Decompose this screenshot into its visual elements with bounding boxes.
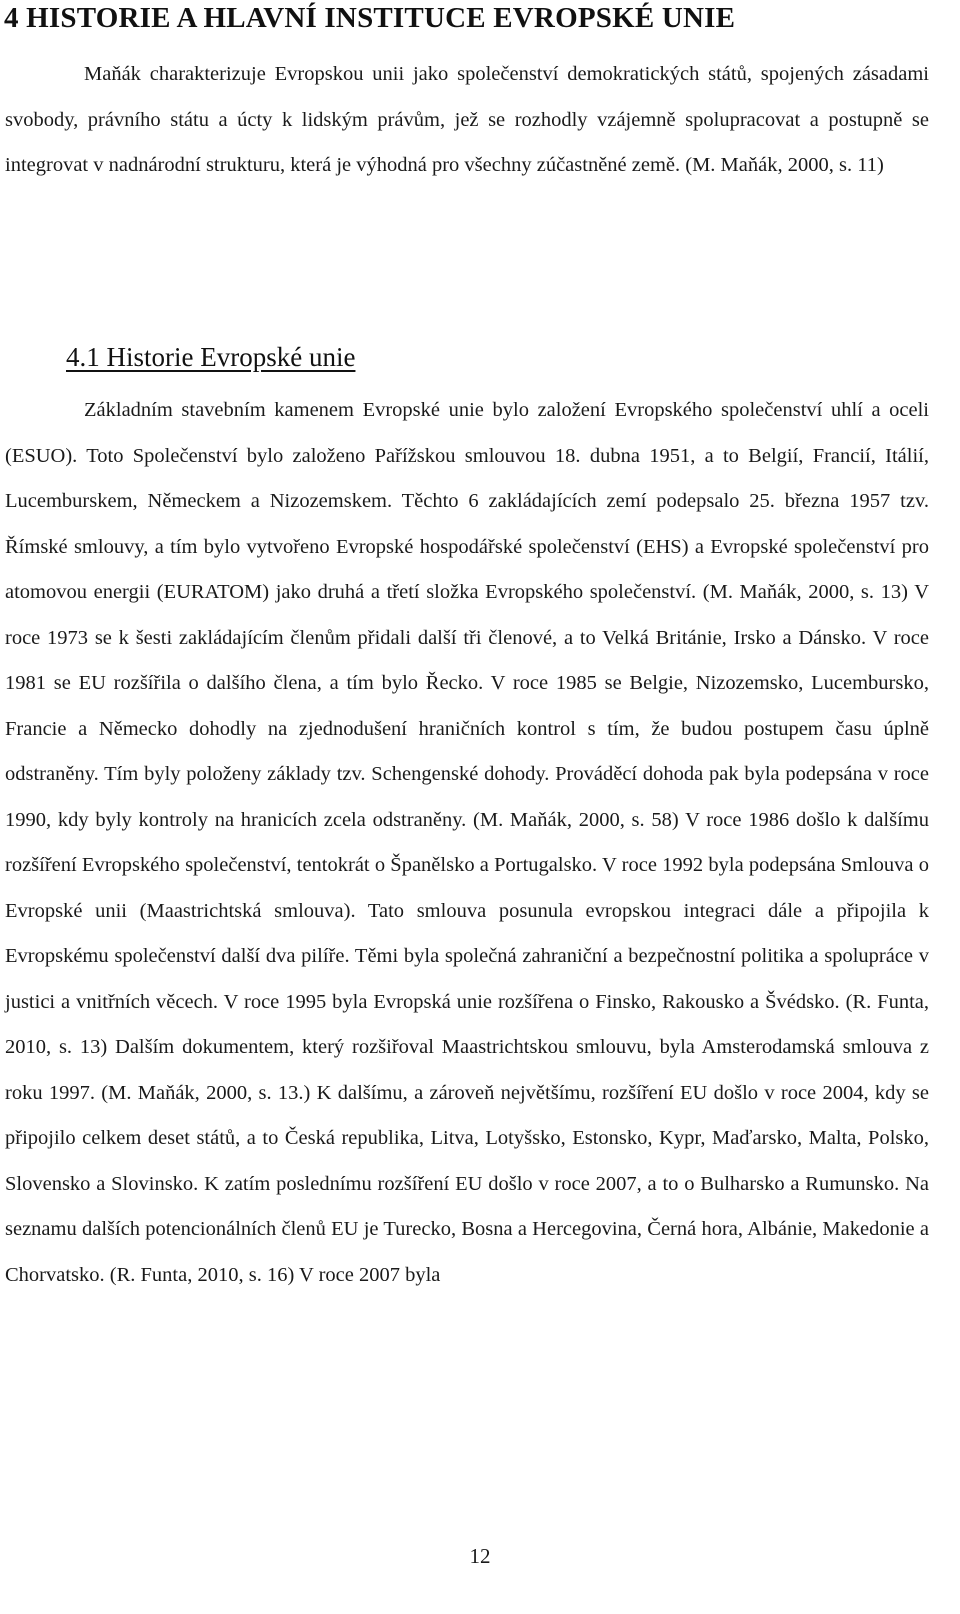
section-title: 4.1 Historie Evropské unie: [66, 342, 356, 372]
section-paragraph: Základním stavebním kamenem Evropské unie bylo založení Evropského společenství uhlí a oceli (ESUO). Toto Společenství bylo založeno Pařížskou smlouvou 18. dubna 1951, a to Belgií, Francií, Itálií, Lucemburskem, Německem a Nizozemskem. Těchto 6 zakládajících zemí podepsalo 25. března 1957 tzv. Římské smlouvy, a tím bylo vytvořeno Evropské hospodářské společenství (EHS) a Evropské společenství pro atomovou energii (EURATOM) jako druhá a třetí složka Evropského společenství. (M. Maňák, 2000, s. 13) V roce 1973 se k šesti zakládajícím členům přidali další tři členové, a to Velká Británie, Irsko a Dánsko. V roce 1981 se EU rozšířila o dalšího člena, a tím bylo Řecko. V roce 1985 se Belgie, Nizozemsko, Lucembursko, Francie a Německo dohodly na zjednodušení hraničních kontrol s tím, že budou postupem času úplně odstraněny. Tím byly položeny základy tzv. Schengenské dohody. Prováděcí dohoda pak byla podepsána v roce 1990, kdy byly kontroly na hranicích zcela odstraněny. (M. Maňák, 2000, s. 58) V roce 1986 došlo k dalšímu rozšíření Evropského společenství, tentokrát o Španělsko a Portugalsko. V roce 1992 byla podepsána Smlouva o Evropské unii (Maastrichtská smlouva). Tato smlouva posunula evropskou integraci dále a připojila k Evropskému společenství další dva pilíře. Těmi byla společná zahraniční a bezpečnostní politika a spolupráce v justici a vnitřních věcech. V roce 1995 byla Evropská unie rozšířena o Finsko, Rakousko a Švédsko. (R. Funta, 2010, s. 13) Dalším dokumentem, který rozšiřoval Maastrichtskou smlouvu, byla Amsterodamská smlouva z roku 1997. (M. Maňák, 2000, s. 13.) K dalšímu, a zároveň největšímu, rozšíření EU došlo v roce 2004, kdy se připojilo celkem deset států, a to Česká republika, Litva, Lotyšsko, Estonsko, Kypr, Maďarsko, Malta, Polsko, Slovensko a Slovinsko. K zatím poslednímu rozšíření EU došlo v roce 2007, a to o Bulharsko a Rumunsko. Na seznamu dalších potencionálních členů EU je Turecko, Bosna a Hercegovina, Černá hora, Albánie, Makedonie a Chorvatsko. (R. Funta, 2010, s. 16) V roce 2007 byla: [5, 399, 929, 1286]
page-number: 12: [469, 1544, 491, 1568]
chapter-title: 4 HISTORIE A HLAVNÍ INSTITUCE EVROPSKÉ UNIE: [4, 2, 736, 34]
intro-paragraph: Maňák charakterizuje Evropskou unii jako společenství demokratických států, spojených zásadami svobody, právního státu a úcty k lidským právům, jež se rozhodly vzájemně spolupracovat a postupně se integrovat v nadnárodní strukturu, která je výhodná pro všechny zúčastněné země. (M. Maňák, 2000, s. 11): [5, 63, 929, 176]
